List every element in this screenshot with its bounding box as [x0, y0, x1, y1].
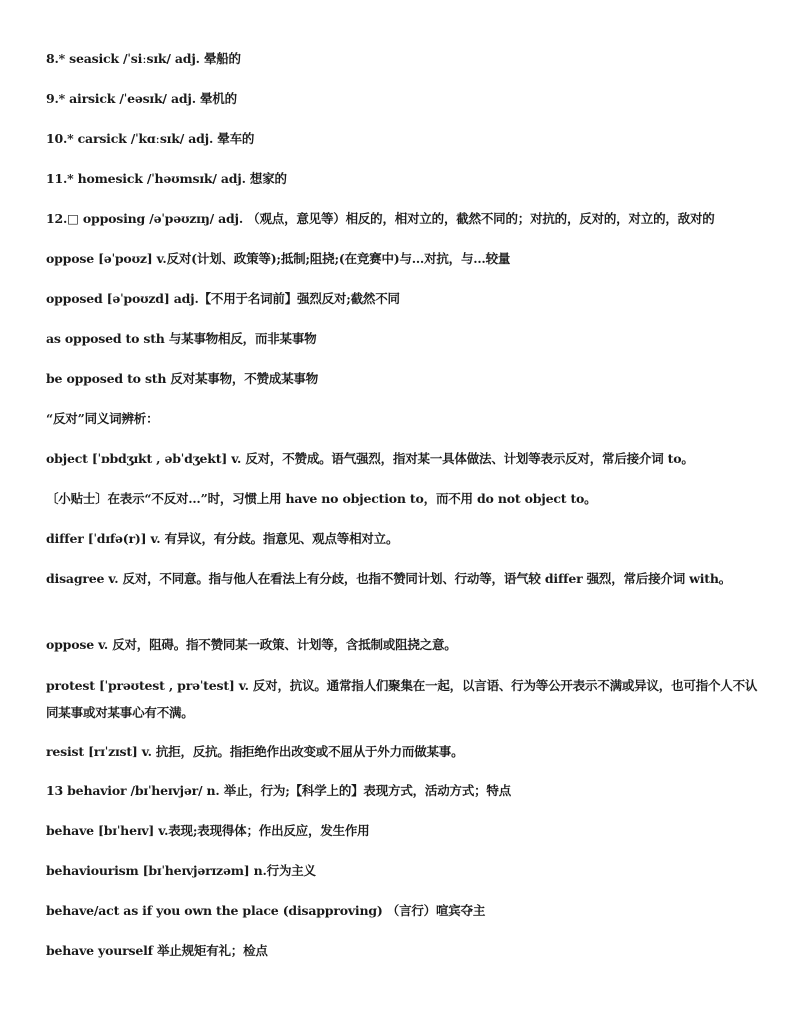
synonym-heading: “反对”同义词辨析： [46, 411, 159, 426]
entry-behaviourism: behaviourism [bɪˈheɪvjərɪzəm] n.行为主义 [46, 863, 316, 878]
entry-airsick: 9.* airsick /ˈeəsɪk/ adj. 晕机的 [46, 91, 237, 106]
synonym-protest: protest [ˈprəʊtest , prəˈtest] v. 反对，抗议。通常指人们聚集在一起，以言语、行为等公开表示不满或异议，也可指个人不认同某事或对某事心有不满。 [46, 678, 758, 720]
entry-seasick: 8.* seasick /ˈsiːsɪk/ adj. 晕船的 [46, 51, 241, 66]
entry-opposed: opposed [əˈpoʊzd] adj.【不用于名词前】强烈反对;截然不同 [46, 291, 400, 306]
synonym-differ: differ [ˈdɪfə(r)] v. 有异议，有分歧。指意见、观点等相对立。 [46, 531, 399, 546]
synonym-oppose: oppose v. 反对，阻碍。指不赞同某一政策、计划等，含抵制或阻挠之意。 [46, 637, 457, 652]
phrase-behave-yourself: behave yourself 举止规矩有礼；检点 [46, 943, 268, 958]
entry-behavior: 13 behavior /bɪˈheɪvjər/ n. 举止，行为;【科学上的】表现方式，活动方式；特点 [46, 783, 512, 798]
synonym-resist: resist [rɪˈzɪst] v. 抗拒，反抗。指拒绝作出改变或不屈从于外力而做某事。 [46, 744, 464, 759]
entry-opposing: 12.□ opposing /əˈpəʊzɪŋ/ adj. （观点，意见等）相反的，相对立的，截然不同的；对抗的，反对的，对立的，敌对的 [46, 211, 715, 226]
synonym-object: object [ˈɒbdʒɪkt , əbˈdʒekt] v. 反对，不赞成。语气强烈，指对某一具体做法、计划等表示反对，常后接介词 to。 [46, 451, 694, 466]
phrase-behave-as-if: behave/act as if you own the place (disapproving) （言行）喧宾夺主 [46, 903, 486, 918]
entry-carsick: 10.* carsick /ˈkɑːsɪk/ adj. 晕车的 [46, 131, 255, 146]
phrase-as-opposed-to: as opposed to sth 与某事物相反，而非某事物 [46, 331, 317, 346]
synonym-disagree: disagree v. 反对，不同意。指与他人在看法上有分歧，也指不赞同计划、行动等，语气较 differ 强烈，常后接介词 with。 [46, 571, 732, 586]
entry-homesick: 11.* homesick /ˈhəʊmsɪk/ adj. 想家的 [46, 171, 287, 186]
entry-oppose: oppose [əˈpoʊz] v.反对(计划、政策等);抵制;阻挠;(在竞赛中)与…对抗，与…较量 [46, 251, 511, 266]
phrase-be-opposed-to: be opposed to sth 反对某事物，不赞成某事物 [46, 371, 318, 386]
entry-behave: behave [bɪˈheɪv] v.表现;表现得体；作出反应，发生作用 [46, 823, 370, 838]
tip-note: 〔小贴士〕在表示“不反对…”时，习惯上用 have no objection to，而不用 do not object to。 [46, 491, 597, 506]
